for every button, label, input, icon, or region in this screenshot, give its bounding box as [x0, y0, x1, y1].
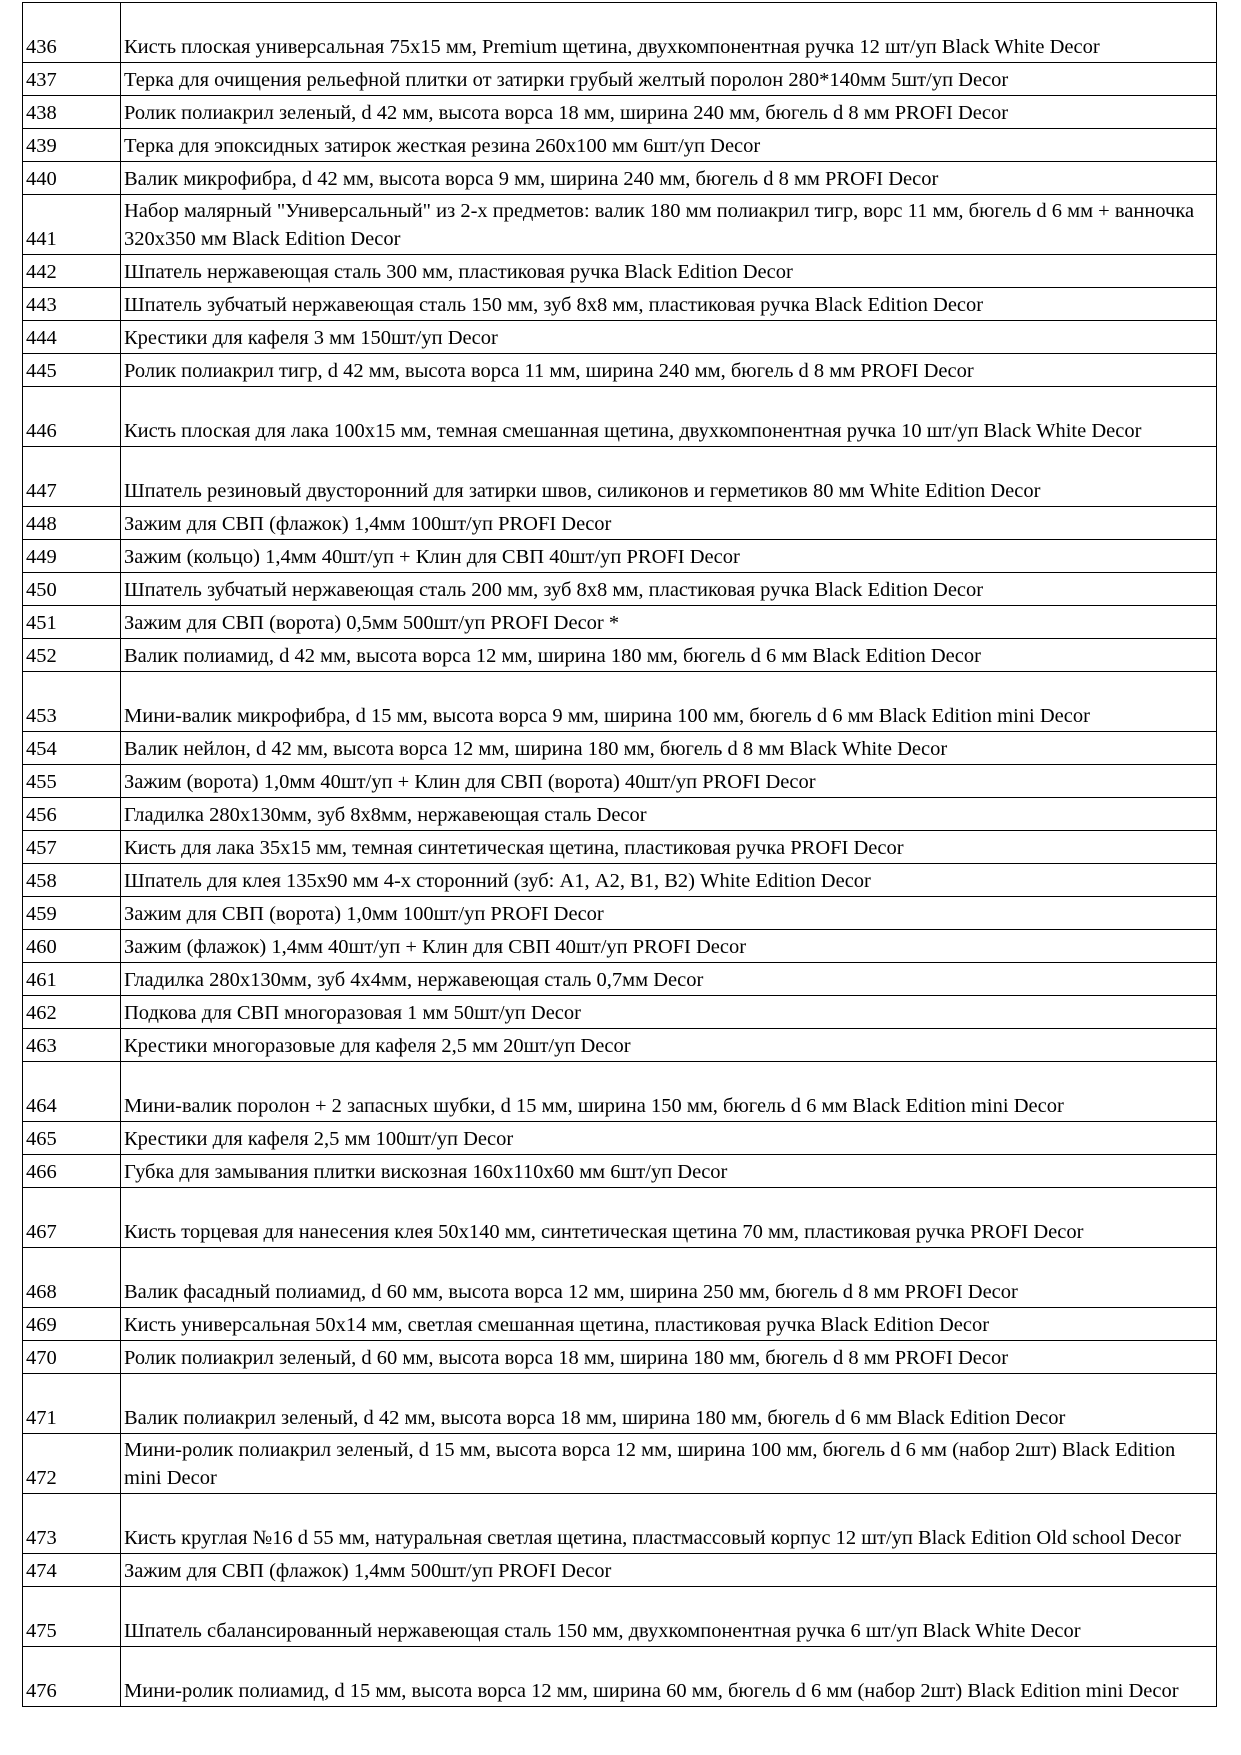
row-number: 440 [23, 162, 121, 195]
product-description: Терка для эпоксидных затирок жесткая резина 260х100 мм 6шт/уп Decor [121, 129, 1217, 162]
table-row [23, 255, 1217, 288]
product-description: Валик фасадный полиамид, d 60 мм, высота ворса 12 мм, ширина 250 мм, бюгель d 8 мм PROFI Decor [121, 1248, 1217, 1308]
product-description: Терка для очищения рельефной плитки от затирки грубый желтый поролон 280*140мм 5шт/уп Decor [121, 63, 1217, 96]
table-row [23, 573, 1217, 606]
row-number: 470 [23, 1341, 121, 1374]
row-number: 455 [23, 765, 121, 798]
row-number: 465 [23, 1122, 121, 1155]
table-row [23, 732, 1217, 765]
row-number: 451 [23, 606, 121, 639]
table-row [23, 447, 1217, 507]
row-number: 441 [23, 195, 121, 255]
product-description: Валик полиамид, d 42 мм, высота ворса 12 мм, ширина 180 мм, бюгель d 6 мм Black Edition Decor [121, 639, 1217, 672]
product-description: Шпатель нержавеющая сталь 300 мм, пластиковая ручка Black Edition Decor [121, 255, 1217, 288]
product-description: Зажим (кольцо) 1,4мм 40шт/уп + Клин для СВП 40шт/уп PROFI Decor [121, 540, 1217, 573]
row-number: 445 [23, 354, 121, 387]
table-row [23, 963, 1217, 996]
product-description: Крестики для кафеля 2,5 мм 100шт/уп Decor [121, 1122, 1217, 1155]
table-row [23, 1554, 1217, 1587]
table-row [23, 765, 1217, 798]
table-row [23, 672, 1217, 732]
table-row [23, 3, 1217, 63]
table-row [23, 1188, 1217, 1248]
table-row [23, 321, 1217, 354]
table-row [23, 1062, 1217, 1122]
product-description: Шпатель резиновый двусторонний для затирки швов, силиконов и герметиков 80 мм White Edition Decor [121, 447, 1217, 507]
row-number: 463 [23, 1029, 121, 1062]
product-description: Шпатель для клея 135х90 мм 4-х сторонний (зуб: А1, А2, В1, В2) White Edition Decor [121, 864, 1217, 897]
row-number: 464 [23, 1062, 121, 1122]
product-description: Кисть торцевая для нанесения клея 50х140 мм, синтетическая щетина 70 мм, пластиковая ручка PROFI Decor [121, 1188, 1217, 1248]
product-description: Кисть для лака 35х15 мм, темная синтетическая щетина, пластиковая ручка PROFI Decor [121, 831, 1217, 864]
table-row [23, 1341, 1217, 1374]
product-description: Мини-валик поролон + 2 запасных шубки, d 15 мм, ширина 150 мм, бюгель d 6 мм Black Edition mini Decor [121, 1062, 1217, 1122]
row-number: 473 [23, 1494, 121, 1554]
table-row [23, 96, 1217, 129]
product-description: Гладилка 280х130мм, зуб 8х8мм, нержавеющая сталь Decor [121, 798, 1217, 831]
product-description: Зажим для СВП (ворота) 0,5мм 500шт/уп PROFI Decor * [121, 606, 1217, 639]
product-description: Ролик полиакрил зеленый, d 60 мм, высота ворса 18 мм, ширина 180 мм, бюгель d 8 мм PROFI Decor [121, 1341, 1217, 1374]
row-number: 471 [23, 1374, 121, 1434]
table-row [23, 1308, 1217, 1341]
row-number: 438 [23, 96, 121, 129]
product-description: Мини-ролик полиамид, d 15 мм, высота ворса 12 мм, ширина 60 мм, бюгель d 6 мм (набор 2шт) Black Edition mini Decor [121, 1647, 1217, 1707]
product-description: Зажим (флажок) 1,4мм 40шт/уп + Клин для СВП 40шт/уп PROFI Decor [121, 930, 1217, 963]
product-description: Шпатель сбалансированный нержавеющая сталь 150 мм, двухкомпонентная ручка 6 шт/уп Black White Decor [121, 1587, 1217, 1647]
row-number: 462 [23, 996, 121, 1029]
row-number: 475 [23, 1587, 121, 1647]
product-description: Набор малярный "Универсальный" из 2-х предметов: валик 180 мм полиакрил тигр, ворс 11 мм, бюгель d 6 мм + ванночка 320х350 мм Black Edition Decor [121, 195, 1217, 255]
row-number: 447 [23, 447, 121, 507]
table-row [23, 639, 1217, 672]
table-row [23, 1647, 1217, 1707]
product-description: Кисть универсальная 50х14 мм, светлая смешанная щетина, пластиковая ручка Black Edition Decor [121, 1308, 1217, 1341]
row-number: 437 [23, 63, 121, 96]
row-number: 472 [23, 1434, 121, 1494]
table-row [23, 162, 1217, 195]
product-description: Гладилка 280х130мм, зуб 4х4мм, нержавеющая сталь 0,7мм Decor [121, 963, 1217, 996]
row-number: 453 [23, 672, 121, 732]
table-row [23, 606, 1217, 639]
row-number: 446 [23, 387, 121, 447]
product-description: Подкова для СВП многоразовая 1 мм 50шт/уп Decor [121, 996, 1217, 1029]
row-number: 439 [23, 129, 121, 162]
row-number: 476 [23, 1647, 121, 1707]
product-description: Зажим (ворота) 1,0мм 40шт/уп + Клин для СВП (ворота) 40шт/уп PROFI Decor [121, 765, 1217, 798]
product-description: Зажим для СВП (флажок) 1,4мм 500шт/уп PROFI Decor [121, 1554, 1217, 1587]
table-row [23, 288, 1217, 321]
table-row [23, 195, 1217, 255]
product-description: Кисть плоская универсальная 75х15 мм, Premium щетина, двухкомпонентная ручка 12 шт/уп Black White Decor [121, 3, 1217, 63]
product-description: Валик нейлон, d 42 мм, высота ворса 12 мм, ширина 180 мм, бюгель d 8 мм Black White Decor [121, 732, 1217, 765]
row-number: 456 [23, 798, 121, 831]
product-description: Зажим для СВП (флажок) 1,4мм 100шт/уп PROFI Decor [121, 507, 1217, 540]
row-number: 466 [23, 1155, 121, 1188]
table-row [23, 831, 1217, 864]
row-number: 459 [23, 897, 121, 930]
table-row [23, 1122, 1217, 1155]
row-number: 442 [23, 255, 121, 288]
row-number: 457 [23, 831, 121, 864]
row-number: 474 [23, 1554, 121, 1587]
table-row [23, 129, 1217, 162]
table-row [23, 930, 1217, 963]
table-row [23, 798, 1217, 831]
product-description: Кисть круглая №16 d 55 мм, натуральная светлая щетина, пластмассовый корпус 12 шт/уп Black Edition Old school Decor [121, 1494, 1217, 1554]
table-row [23, 540, 1217, 573]
table-row [23, 996, 1217, 1029]
product-description: Крестики многоразовые для кафеля 2,5 мм 20шт/уп Decor [121, 1029, 1217, 1062]
row-number: 444 [23, 321, 121, 354]
product-description: Валик полиакрил зеленый, d 42 мм, высота ворса 18 мм, ширина 180 мм, бюгель d 6 мм Black Edition Decor [121, 1374, 1217, 1434]
table-row [23, 1155, 1217, 1188]
product-description: Крестики для кафеля 3 мм 150шт/уп Decor [121, 321, 1217, 354]
product-description: Кисть плоская для лака 100х15 мм, темная смешанная щетина, двухкомпонентная ручка 10 шт/уп Black White Decor [121, 387, 1217, 447]
table-row [23, 897, 1217, 930]
table-row [23, 354, 1217, 387]
row-number: 443 [23, 288, 121, 321]
product-table [22, 2, 1217, 1707]
row-number: 469 [23, 1308, 121, 1341]
table-row [23, 1587, 1217, 1647]
row-number: 458 [23, 864, 121, 897]
product-description: Ролик полиакрил тигр, d 42 мм, высота ворса 11 мм, ширина 240 мм, бюгель d 8 мм PROFI Decor [121, 354, 1217, 387]
product-description: Шпатель зубчатый нержавеющая сталь 200 мм, зуб 8х8 мм, пластиковая ручка Black Edition Decor [121, 573, 1217, 606]
table-row [23, 1434, 1217, 1494]
row-number: 436 [23, 3, 121, 63]
table-row [23, 1248, 1217, 1308]
row-number: 452 [23, 639, 121, 672]
product-description: Губка для замывания плитки вискозная 160х110х60 мм 6шт/уп Decor [121, 1155, 1217, 1188]
product-table-body [23, 3, 1217, 1707]
row-number: 450 [23, 573, 121, 606]
product-description: Ролик полиакрил зеленый, d 42 мм, высота ворса 18 мм, ширина 240 мм, бюгель d 8 мм PROFI Decor [121, 96, 1217, 129]
table-row [23, 63, 1217, 96]
row-number: 468 [23, 1248, 121, 1308]
row-number: 454 [23, 732, 121, 765]
table-row [23, 864, 1217, 897]
table-row [23, 507, 1217, 540]
table-row [23, 1374, 1217, 1434]
product-description: Мини-ролик полиакрил зеленый, d 15 мм, высота ворса 12 мм, ширина 100 мм, бюгель d 6 мм (набор 2шт) Black Edition mini Decor [121, 1434, 1217, 1494]
table-row [23, 1029, 1217, 1062]
table-row [23, 1494, 1217, 1554]
product-description: Зажим для СВП (ворота) 1,0мм 100шт/уп PROFI Decor [121, 897, 1217, 930]
row-number: 448 [23, 507, 121, 540]
table-row [23, 387, 1217, 447]
row-number: 467 [23, 1188, 121, 1248]
product-description: Шпатель зубчатый нержавеющая сталь 150 мм, зуб 8х8 мм, пластиковая ручка Black Edition Decor [121, 288, 1217, 321]
row-number: 449 [23, 540, 121, 573]
product-description: Валик микрофибра, d 42 мм, высота ворса 9 мм, ширина 240 мм, бюгель d 8 мм PROFI Decor [121, 162, 1217, 195]
row-number: 460 [23, 930, 121, 963]
row-number: 461 [23, 963, 121, 996]
product-description: Мини-валик микрофибра, d 15 мм, высота ворса 9 мм, ширина 100 мм, бюгель d 6 мм Black Edition mini Decor [121, 672, 1217, 732]
